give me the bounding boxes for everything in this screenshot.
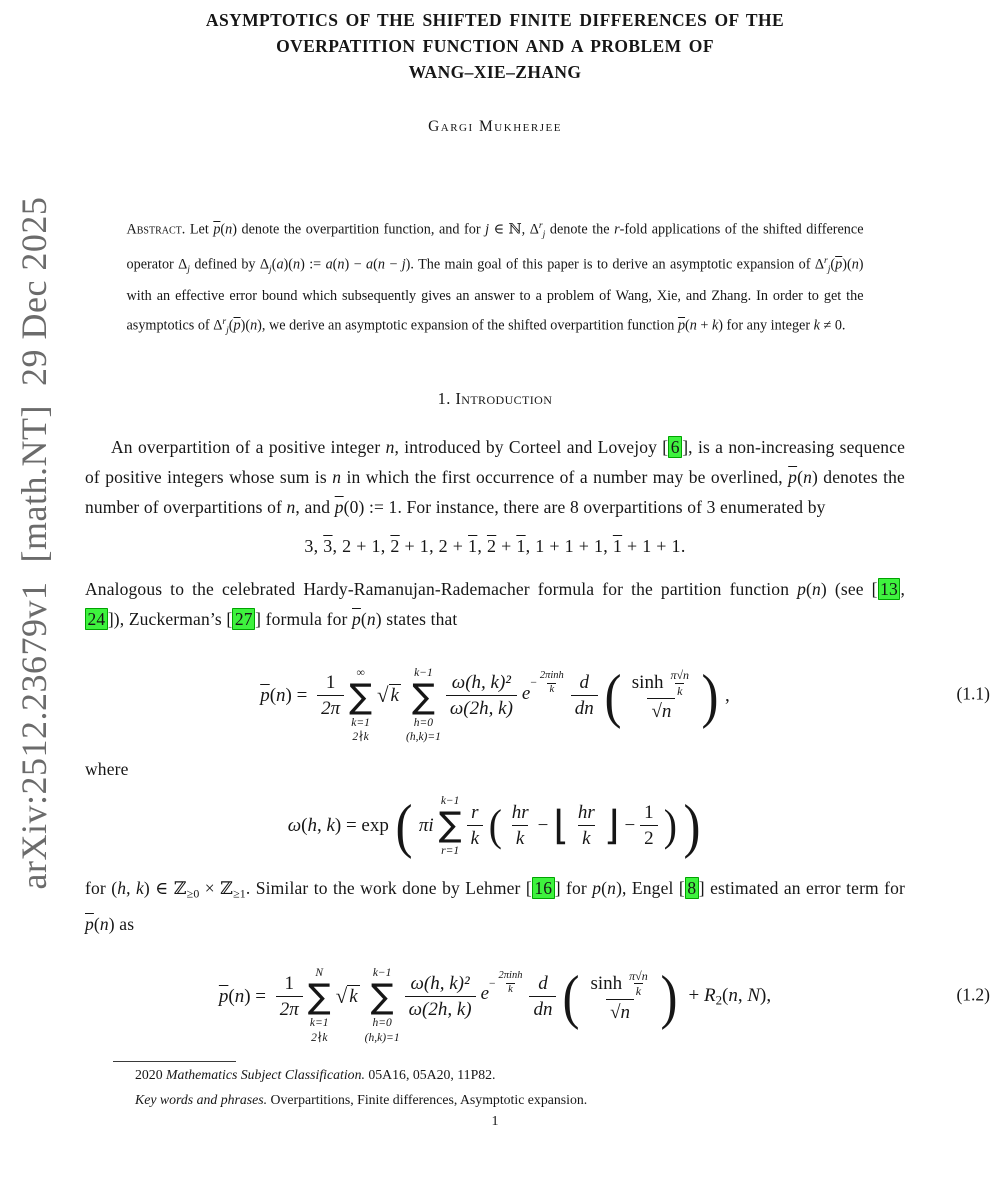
sqrt-k: √ k [377, 683, 399, 708]
sigma-symbol: ∑ [370, 977, 394, 1018]
paragraph-intro: An overpartition of a positive integer n, introduced by Corteel and Lovejoy [ 6 ], is a non-increasing sequence of positive integers whose sum is n in which the first occurrence of a number may be overlined, $\overline{p}(n)$ denotes the number of overpartitions of n, and $\overline{p}(0)$ := 1. For instance, there are 8 overpartitions of 3 enumerated by [85, 437, 905, 517]
sinh-fraction: sinh π√n k √n [590, 968, 648, 1023]
right-paren: ) [663, 801, 677, 851]
minus-sign: − [624, 815, 636, 836]
fraction-one-over-2pi: $\frac{1}{2\pi}$ [317, 671, 344, 721]
omega-fraction: $\frac{\text{ω(h, k)²}}{\omega(2h, k)}$ [446, 671, 517, 721]
sqrt-k: √ k [335, 983, 358, 1008]
msc-line: 2020 Mathematics Subject Classification. 05A16, 05A20, 11P82. [135, 1066, 496, 1082]
citation-link[interactable]: 8 [685, 877, 699, 899]
sum-over-r: k−1 ∑ r=1 [438, 794, 462, 857]
d-dn-fraction: $\frac{d}{dn}$ [571, 671, 598, 721]
abstract: Abstract. Let $\overline{p}(n)$ denote the overpartition function, and for j ∈ ℕ, $\Delta^r_j$ denote the r-fold applications of the shifted difference operator $\Delta_j$ defined by $\Delta_j(a)(n)$ := a(n) − a(n − j). The main goal of this paper is to derive an asymptotic expansion of $\Delta^r_j(\overline{p})(n)$ with an effective error bound which subsequently gives an answer to a problem of Wang, Xie, and Zhang. In order to get the asymptotics of $\Delta^r_j(\overline{p})(n)$, we derive an asymptotic expansion of the shifted overpartition function $\overline{p}(n + k)$ for any integer k ≠ 0. [126, 220, 864, 336]
eq12-lhs: $\overline{p}(n)$ = [218, 985, 271, 1007]
pi-i-term: πi [418, 815, 434, 836]
hr-over-k-fraction: $\frac{hr}{k}$ [577, 802, 595, 849]
citation-link[interactable]: 24 [85, 608, 108, 630]
page-number: 1 [491, 1113, 499, 1129]
d-dn-fraction: $\frac{d}{dn}$ [529, 972, 556, 1022]
sigma-symbol: ∑ [438, 805, 462, 846]
fraction-one-over-2pi: $\frac{1}{2\pi}$ [276, 972, 303, 1022]
sigma-symbol: ∑ [307, 977, 331, 1018]
sum-over-h: k−1 ∑ h=0 (h,k)=1 [364, 967, 400, 1044]
eq11-tail: , [725, 685, 730, 706]
sigma-symbol: ∑ [349, 676, 373, 717]
minus-sign: − [537, 815, 549, 836]
one-half-fraction: $\frac{1}{2}$ [640, 801, 658, 851]
title-line-3: WANG–XIE–ZHANG [408, 62, 582, 82]
right-paren: ) [683, 793, 701, 859]
paragraph-zuckerman: Analogous to the celebrated Hardy-Ramanujan-Rademacher formula for the partition function p(n) (see [ 13 , 24 ]), Zuckerman’s [ 27 ] formula for $\overline{p}(n)$ states that [85, 579, 905, 629]
arxiv-watermark: arXiv:2512.23679v1 [math.NT] 29 Dec 2025 [14, 196, 54, 890]
section-heading: 1. Introduction [437, 389, 553, 408]
exponential-term: e − 2πinh k [480, 970, 523, 1005]
paper-content [85, 0, 990, 1132]
left-floor-bracket: ⌊ [553, 803, 569, 849]
sum-over-h: k−1 ∑ h=0 (h,k)=1 [405, 666, 441, 744]
title-line-2: OVERPATITION FUNCTION AND A PROBLEM OF [276, 36, 714, 56]
left-paren: ( [395, 793, 413, 859]
r-over-k-fraction: $\frac{r}{k}$ [467, 801, 483, 851]
citation-link[interactable]: 27 [232, 608, 255, 630]
eq12-tail: + R2(n, N), [683, 984, 772, 1008]
equation-number-1-2: (1.2) [956, 983, 990, 1004]
citation-link[interactable]: 16 [532, 877, 555, 899]
citation-link[interactable]: 13 [878, 578, 901, 600]
equation-1-1 [85, 640, 990, 752]
overpartition-enumeration: 3, 3, 2 + 1, 2 + 1, 2 + 1, 2 + 1, 1 + 1 + 1, 1 + 1 + 1. [304, 536, 686, 556]
title-line-1: ASYMPTOTICS OF THE SHIFTED FINITE DIFFERENCES OF THE [205, 10, 785, 30]
equation-number-1-1: (1.1) [956, 683, 990, 704]
author-name: Gargi Mukherjee [428, 118, 562, 135]
hr-over-k-fraction: $\frac{hr}{k}$ [511, 802, 529, 849]
left-paren: ( [562, 963, 580, 1030]
sum-over-k: ∞ ∑ k=1 2∤k [349, 666, 373, 744]
equation-omega [85, 784, 905, 868]
paper-title [85, 0, 905, 85]
omega-fraction: $\frac{\text{ω(h, k)²}}{\omega(2h, k)}$ [405, 972, 476, 1022]
paragraph-engel: for (h, k) ∈ ℤ$_{\ge 0}$ × ℤ$_{\ge 1}$. Similar to the work done by Lehmer [ 16 ] for p(n), Engel [ 8 ] estimated an error term for $\overline{p}(n)$ as [85, 878, 906, 934]
right-floor-bracket: ⌋ [603, 803, 620, 849]
right-paren: ) [701, 663, 719, 729]
omega-lhs: ω(h, k) = exp [287, 815, 389, 836]
eq11-lhs: $\overline{p}(n)$ = [260, 685, 313, 706]
sigma-symbol: ∑ [411, 676, 435, 717]
right-paren: ) [660, 963, 678, 1030]
sinh-fraction: sinh π√n k √n [631, 668, 690, 723]
left-paren: ( [604, 663, 622, 729]
citation-link[interactable]: 6 [668, 436, 682, 458]
equation-1-2 [85, 941, 990, 1053]
where-label: where [85, 759, 129, 779]
left-paren: ( [488, 801, 502, 851]
sum-over-k: N ∑ k=1 2∤k [307, 967, 331, 1044]
keywords-line: Key words and phrases. Overpartitions, Finite differences, Asymptotic expansion. [135, 1091, 588, 1107]
exponential-term: e − 2πinh k [521, 669, 564, 704]
